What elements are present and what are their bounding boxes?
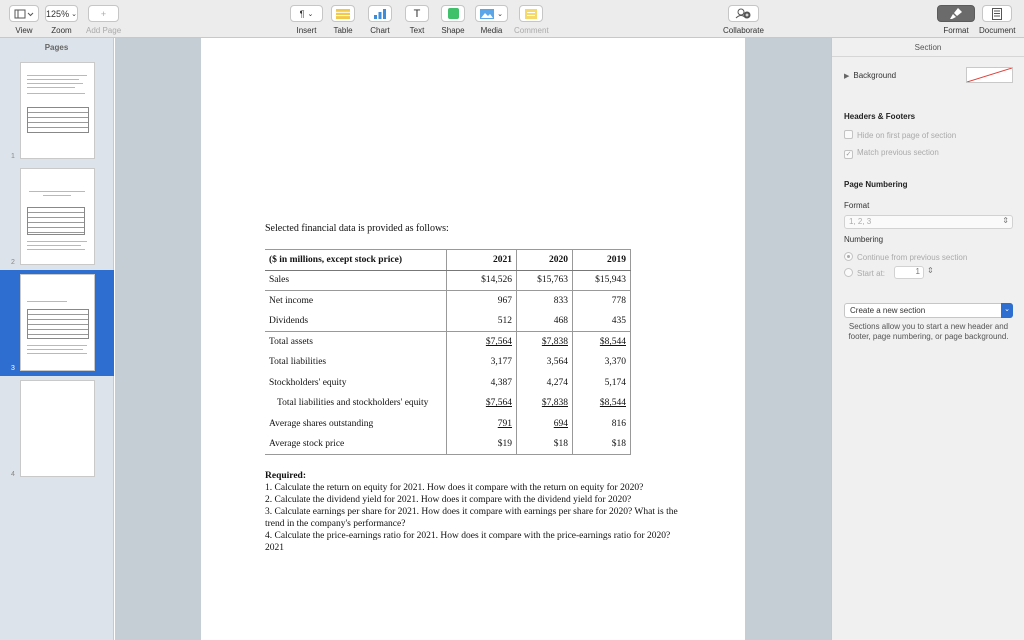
disclosure-triangle-icon: ▶ xyxy=(844,73,850,80)
document-page[interactable] xyxy=(201,38,745,640)
start-at-option[interactable] xyxy=(844,267,885,279)
page-numbering-heading: Page Numbering xyxy=(844,180,908,189)
cell-2020: 833 xyxy=(517,291,573,312)
hide-first-page-checkbox[interactable] xyxy=(844,130,853,139)
zoom-control[interactable] xyxy=(45,5,78,35)
cell-2019: 816 xyxy=(573,414,631,435)
table-icon xyxy=(336,9,350,19)
create-section-label: Create a new section xyxy=(850,306,926,315)
cell-2020: $7,838 xyxy=(517,332,573,353)
view-control[interactable] xyxy=(9,5,39,35)
view-button[interactable] xyxy=(9,5,39,22)
document-canvas[interactable] xyxy=(115,38,831,640)
match-previous-option[interactable] xyxy=(844,146,939,159)
stepper-arrows-icon: ⇕ xyxy=(1002,216,1009,225)
table-row xyxy=(265,270,631,291)
table-label: Table xyxy=(333,26,353,35)
page-thumbnail-image xyxy=(20,168,95,265)
panel-title: Section xyxy=(832,38,1024,57)
document-label: Document xyxy=(979,26,1016,35)
column-header-label: ($ in millions, except stock price) xyxy=(265,250,447,271)
chevron-down-icon: ⌄ xyxy=(307,10,314,18)
intro-text: Selected financial data is provided as follows: xyxy=(265,223,449,234)
background-disclosure[interactable] xyxy=(844,69,896,81)
row-label: Sales xyxy=(265,270,447,291)
insert-button[interactable] xyxy=(290,5,323,22)
format-control[interactable] xyxy=(937,5,975,35)
table-row xyxy=(265,332,631,353)
cell-2019: $15,943 xyxy=(573,270,631,291)
comment-icon xyxy=(525,9,537,19)
table-header-row xyxy=(265,250,631,271)
format-panel xyxy=(831,38,1024,640)
insert-control[interactable] xyxy=(290,5,323,35)
continue-previous-radio[interactable] xyxy=(844,252,853,261)
headers-footers-heading: Headers & Footers xyxy=(844,112,916,121)
media-control[interactable] xyxy=(475,5,508,35)
continue-previous-label: Continue from previous section xyxy=(857,253,968,262)
sidebar-view-icon xyxy=(14,9,34,19)
cell-2019: 5,174 xyxy=(573,373,631,394)
continue-previous-option[interactable] xyxy=(844,251,967,263)
text-icon: T xyxy=(413,7,421,20)
chart-button[interactable] xyxy=(368,5,392,22)
cell-2019: $8,544 xyxy=(573,393,631,414)
text-button[interactable] xyxy=(405,5,429,22)
cell-2019: $8,544 xyxy=(573,332,631,353)
cell-2019: 435 xyxy=(573,311,631,332)
number-format-select[interactable] xyxy=(844,215,1013,229)
cell-2021: 967 xyxy=(447,291,517,312)
required-heading: Required: xyxy=(265,471,306,481)
match-previous-checkbox[interactable]: ✓ xyxy=(845,151,852,158)
cell-2021: $7,564 xyxy=(447,393,517,414)
column-header-2020: 2020 xyxy=(517,250,573,271)
chevron-down-icon: ⌄ xyxy=(497,10,503,18)
row-label: Net income xyxy=(269,296,314,306)
paragraph-icon: ¶ xyxy=(299,8,305,19)
chevron-down-icon: ⌄ xyxy=(71,10,77,18)
required-item-2: 2. Calculate the dividend yield for 2021. How does it compare with the dividend yield for 2020? xyxy=(265,495,632,505)
page-number: 2 xyxy=(11,259,15,266)
media-label: Media xyxy=(480,26,503,35)
financial-data-table[interactable] xyxy=(265,249,631,455)
background-color-well[interactable] xyxy=(966,67,1013,83)
cell-2020: $15,763 xyxy=(517,270,573,291)
collaborate-button[interactable] xyxy=(728,5,759,22)
background-label: Background xyxy=(853,71,897,80)
cell-2019: 778 xyxy=(573,291,631,312)
comment-label: Comment xyxy=(514,26,549,35)
page-thumbnail-2[interactable] xyxy=(0,164,114,270)
cell-2021: 791 xyxy=(447,414,517,435)
table-row xyxy=(265,434,631,455)
pages-title: Pages xyxy=(44,43,69,52)
shape-label: Shape xyxy=(441,26,465,35)
media-button[interactable] xyxy=(475,5,508,22)
zoom-value: 125% xyxy=(46,8,70,19)
row-label: Stockholders' equity xyxy=(269,377,347,388)
page-number: 1 xyxy=(11,153,15,160)
pages-sidebar xyxy=(0,38,114,640)
format-button[interactable] xyxy=(937,5,975,22)
page-thumbnail-4[interactable] xyxy=(0,376,114,482)
column-header-2021: 2021 xyxy=(447,250,517,271)
start-at-input[interactable] xyxy=(894,266,924,279)
cell-2019: $18 xyxy=(573,434,631,455)
cell-2021: 512 xyxy=(447,311,517,332)
number-format-value: 1, 2, 3 xyxy=(849,217,872,226)
sections-help-text: Sections allow you to start a new header and footer, page numbering, or page background. xyxy=(848,322,1009,341)
shape-icon xyxy=(448,8,459,19)
hide-first-page-label: Hide on first page of section xyxy=(857,131,957,140)
comment-button[interactable] xyxy=(519,5,543,22)
text-control[interactable] xyxy=(405,5,429,35)
table-row xyxy=(265,414,631,435)
match-previous-label: Match previous section xyxy=(857,148,939,157)
format-label: Format xyxy=(943,26,969,35)
zoom-select[interactable] xyxy=(45,5,78,22)
table-row xyxy=(265,393,631,414)
plus-icon: + xyxy=(100,8,107,19)
hide-first-page-option[interactable] xyxy=(844,129,956,141)
view-label: View xyxy=(15,26,33,35)
add-page-control[interactable] xyxy=(86,5,121,35)
create-section-select[interactable] xyxy=(844,303,1013,318)
table-row xyxy=(265,311,631,332)
chart-control[interactable] xyxy=(368,5,392,35)
shape-control[interactable] xyxy=(441,5,465,35)
row-label: Average shares outstanding xyxy=(269,418,374,429)
text-label: Text xyxy=(409,26,425,35)
shape-button[interactable] xyxy=(441,5,465,22)
document-control[interactable] xyxy=(979,5,1015,35)
page-thumbnail-3[interactable] xyxy=(0,270,114,376)
collaborate-icon xyxy=(735,8,751,19)
paintbrush-icon xyxy=(950,8,963,19)
table-row xyxy=(265,291,631,312)
required-item-4: 4. Calculate the price-earnings ratio for 2021. How does it compare with the price-earnings ratio for 2020? 2021 xyxy=(265,531,671,553)
toolbar xyxy=(0,0,1024,38)
cell-2021: $7,564 xyxy=(447,332,517,353)
cell-2021: $14,526 xyxy=(447,270,517,291)
format-field-label: Format xyxy=(844,201,870,210)
cell-2020: 4,274 xyxy=(517,373,573,394)
insert-label: Insert xyxy=(296,26,317,35)
cell-2020: $7,838 xyxy=(517,393,573,414)
document-button[interactable] xyxy=(982,5,1012,22)
row-label: Average stock price xyxy=(265,434,447,455)
no-fill-icon xyxy=(967,68,1012,82)
cell-2020: 3,564 xyxy=(517,352,573,373)
cell-2021: 3,177 xyxy=(447,352,517,373)
numbering-label: Numbering xyxy=(844,235,884,244)
page-thumbnail-1[interactable] xyxy=(0,58,114,164)
required-item-3: 3. Calculate earnings per share for 2021. How does it compare with earnings per share for 2020? What is the trend in the company's performance? xyxy=(265,507,678,529)
table-row xyxy=(265,373,631,394)
collaborate-label: Collaborate xyxy=(723,26,764,35)
add-page-label: Add Page xyxy=(86,26,122,35)
zoom-label: Zoom xyxy=(51,26,72,35)
cell-2020: 468 xyxy=(517,311,573,332)
cell-2020: 694 xyxy=(517,414,573,435)
chevron-down-icon: ⌄ xyxy=(1001,303,1013,318)
chart-label: Chart xyxy=(370,26,390,35)
image-icon xyxy=(480,9,494,19)
comment-control[interactable] xyxy=(514,5,549,35)
row-label: Total liabilities and stockholders' equity xyxy=(277,398,429,409)
cell-2021: $19 xyxy=(447,434,517,455)
row-label: Total assets xyxy=(269,337,313,347)
document-icon xyxy=(992,8,1002,20)
row-label: Total liabilities xyxy=(269,357,327,368)
start-at-radio[interactable] xyxy=(844,268,853,277)
start-at-label: Start at: xyxy=(857,269,886,278)
cell-2021: 4,387 xyxy=(447,373,517,394)
page-number: 4 xyxy=(11,471,15,478)
cell-2019: 3,370 xyxy=(573,352,631,373)
page-number: 3 xyxy=(11,365,15,372)
start-at-stepper-icon[interactable]: ⇕ xyxy=(927,266,934,275)
page-thumbnail-image xyxy=(20,274,95,371)
row-label: Dividends xyxy=(265,311,447,332)
required-item-1: 1. Calculate the return on equity for 2021. How does it compare with the return on equity for 2020? xyxy=(265,483,644,493)
chart-icon xyxy=(373,9,387,19)
start-at-value: 1 xyxy=(915,267,920,276)
page-thumbnail-image xyxy=(20,380,95,477)
cell-2020: $18 xyxy=(517,434,573,455)
column-header-2019: 2019 xyxy=(573,250,631,271)
table-row xyxy=(265,352,631,373)
table-control[interactable] xyxy=(331,5,355,35)
page-thumbnail-image xyxy=(20,62,95,159)
table-button[interactable] xyxy=(331,5,355,22)
add-page-button[interactable] xyxy=(88,5,119,22)
required-section xyxy=(265,470,685,554)
collaborate-control[interactable] xyxy=(723,5,764,35)
